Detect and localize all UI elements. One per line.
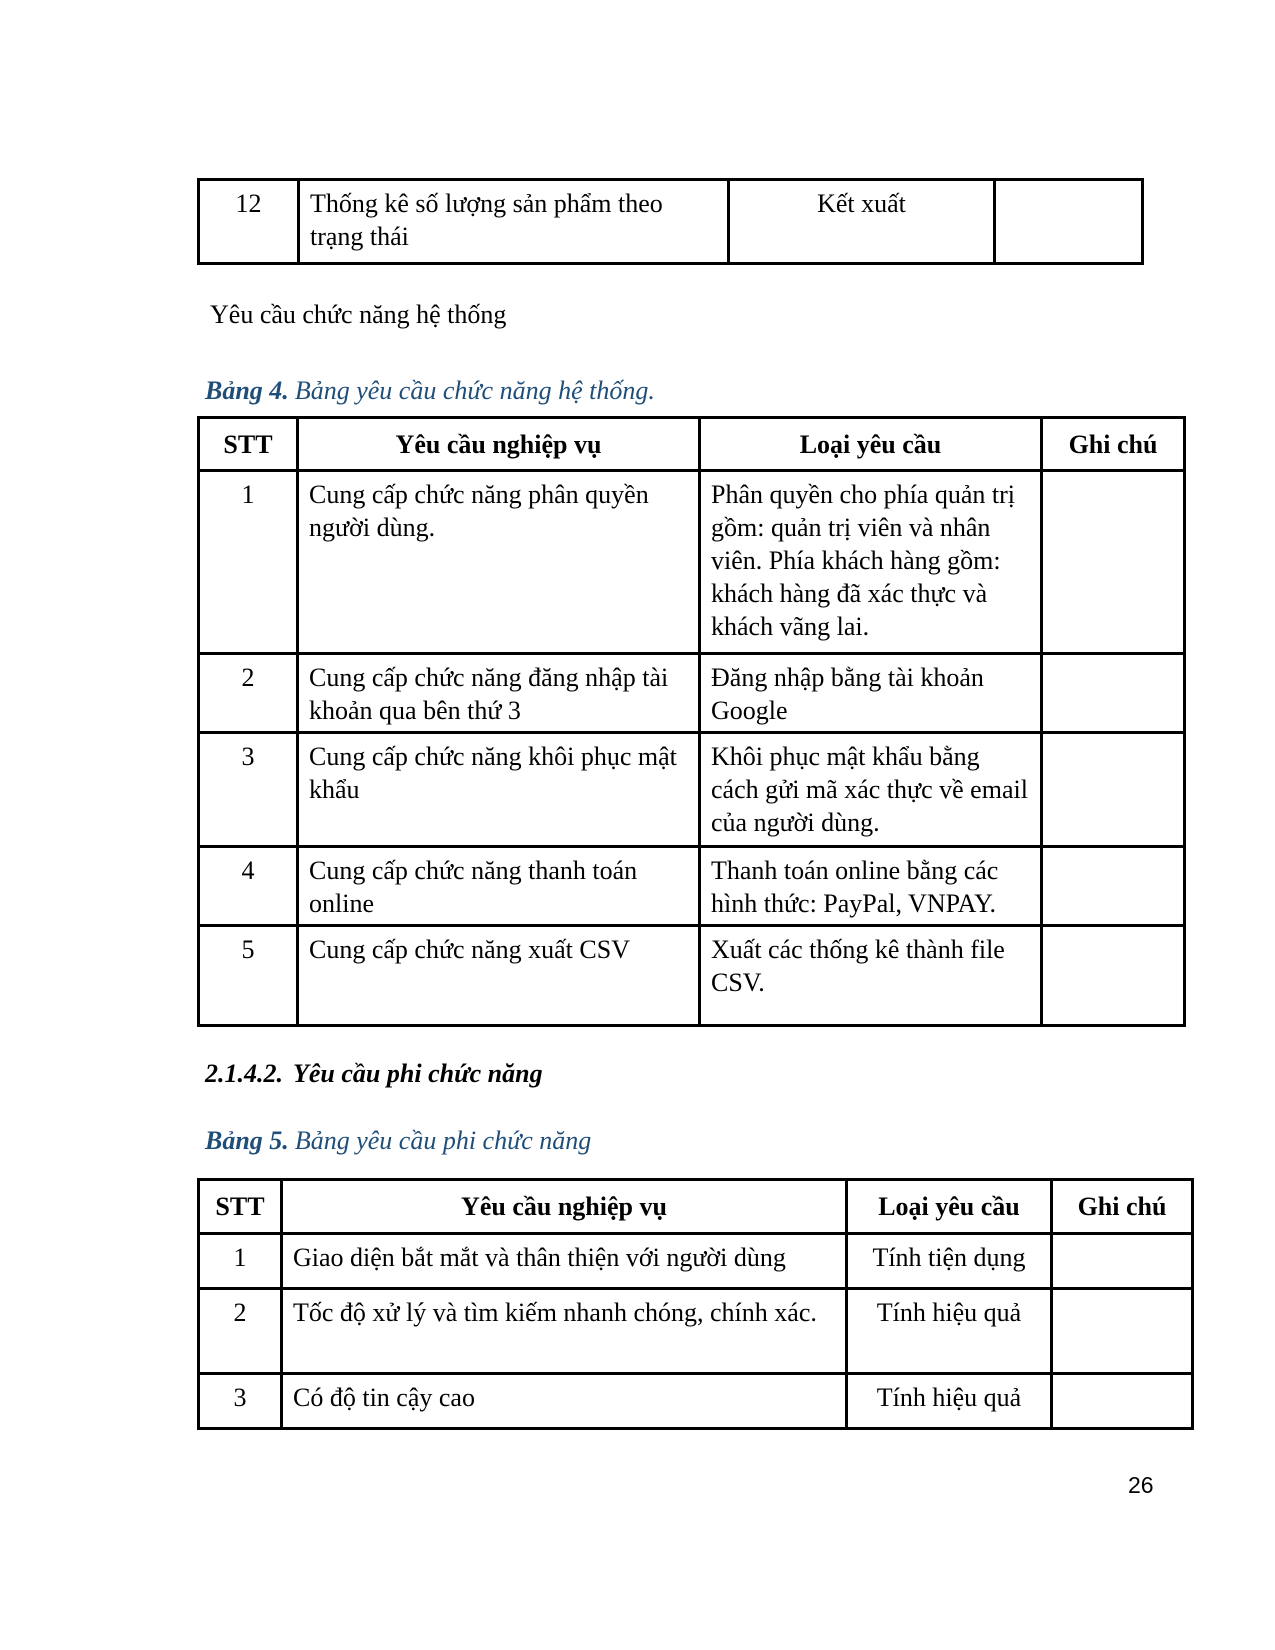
stt-cell: 1 bbox=[199, 1234, 282, 1289]
header-note: Ghi chú bbox=[1042, 418, 1185, 471]
table-row bbox=[199, 847, 1185, 926]
page-number: 26 bbox=[1128, 1472, 1154, 1498]
stt-cell: 2 bbox=[199, 654, 298, 733]
table-header-row bbox=[199, 418, 1185, 471]
table-row bbox=[199, 733, 1185, 847]
requirement-cell: Cung cấp chức năng thanh toán online bbox=[298, 847, 700, 926]
requirement-cell: Có độ tin cậy cao bbox=[282, 1374, 847, 1429]
table-row bbox=[199, 654, 1185, 733]
note-cell bbox=[1042, 926, 1185, 1026]
note-cell bbox=[1042, 654, 1185, 733]
table4-caption-label: Bảng 4. bbox=[205, 376, 289, 405]
requirement-cell: Thống kê số lượng sản phẩm theo trạng thái bbox=[299, 180, 729, 264]
intro-paragraph: Yêu cầu chức năng hệ thống bbox=[210, 300, 507, 329]
type-cell: Xuất các thống kê thành file CSV. bbox=[700, 926, 1042, 1026]
table4-caption bbox=[205, 374, 1275, 407]
section-heading bbox=[205, 1057, 1275, 1090]
table-row bbox=[199, 926, 1185, 1026]
header-type: Loại yêu cầu bbox=[700, 418, 1042, 471]
section-title: Yêu cầu phi chức năng bbox=[293, 1059, 543, 1088]
table4-caption-text: Bảng yêu cầu chức năng hệ thống. bbox=[294, 376, 655, 405]
requirement-cell: Tốc độ xử lý và tìm kiếm nhanh chóng, chính xác. bbox=[282, 1289, 847, 1374]
requirement-cell: Cung cấp chức năng đăng nhập tài khoản qua bên thứ 3 bbox=[298, 654, 700, 733]
requirement-cell: Cung cấp chức năng khôi phục mật khẩu bbox=[298, 733, 700, 847]
stt-cell: 3 bbox=[199, 733, 298, 847]
type-cell: Tính hiệu quả bbox=[847, 1289, 1052, 1374]
stt-cell: 3 bbox=[199, 1374, 282, 1429]
stt-cell: 12 bbox=[199, 180, 299, 264]
header-stt: STT bbox=[199, 418, 298, 471]
table-row bbox=[199, 1234, 1193, 1289]
requirement-cell: Cung cấp chức năng phân quyền người dùng. bbox=[298, 471, 700, 654]
table-row bbox=[199, 180, 1143, 264]
note-cell bbox=[1042, 733, 1185, 847]
type-cell: Tính tiện dụng bbox=[847, 1234, 1052, 1289]
note-cell bbox=[1052, 1374, 1193, 1429]
stt-cell: 1 bbox=[199, 471, 298, 654]
note-cell bbox=[995, 180, 1143, 264]
table5-caption-label: Bảng 5. bbox=[205, 1126, 289, 1155]
non-functional-requirements-table bbox=[197, 1178, 1194, 1430]
table-row bbox=[199, 471, 1185, 654]
stt-cell: 4 bbox=[199, 847, 298, 926]
section-number: 2.1.4.2. bbox=[205, 1059, 283, 1088]
requirement-cell: Cung cấp chức năng xuất CSV bbox=[298, 926, 700, 1026]
note-cell bbox=[1052, 1234, 1193, 1289]
functional-requirements-table bbox=[197, 416, 1186, 1027]
previous-table-continuation bbox=[197, 178, 1144, 265]
stt-cell: 5 bbox=[199, 926, 298, 1026]
header-requirement: Yêu cầu nghiệp vụ bbox=[282, 1180, 847, 1234]
table-row bbox=[199, 1374, 1193, 1429]
table-row bbox=[199, 1289, 1193, 1374]
table5-caption-text: Bảng yêu cầu phi chức năng bbox=[294, 1126, 592, 1155]
table5-caption bbox=[205, 1124, 1275, 1157]
note-cell bbox=[1042, 847, 1185, 926]
table-header-row bbox=[199, 1180, 1193, 1234]
requirement-cell: Giao diện bắt mắt và thân thiện với người dùng bbox=[282, 1234, 847, 1289]
type-cell: Tính hiệu quả bbox=[847, 1374, 1052, 1429]
header-type: Loại yêu cầu bbox=[847, 1180, 1052, 1234]
type-cell: Đăng nhập bằng tài khoản Google bbox=[700, 654, 1042, 733]
type-cell: Phân quyền cho phía quản trị gồm: quản trị viên và nhân viên. Phía khách hàng gồm: khách hàng đã xác thực và khách vãng lai. bbox=[700, 471, 1042, 654]
type-cell: Thanh toán online bằng các hình thức: PayPal, VNPAY. bbox=[700, 847, 1042, 926]
header-requirement: Yêu cầu nghiệp vụ bbox=[298, 418, 700, 471]
header-stt: STT bbox=[199, 1180, 282, 1234]
type-cell: Khôi phục mật khẩu bằng cách gửi mã xác thực về email của người dùng. bbox=[700, 733, 1042, 847]
note-cell bbox=[1042, 471, 1185, 654]
stt-cell: 2 bbox=[199, 1289, 282, 1374]
type-cell: Kết xuất bbox=[729, 180, 995, 264]
header-note: Ghi chú bbox=[1052, 1180, 1193, 1234]
note-cell bbox=[1052, 1289, 1193, 1374]
